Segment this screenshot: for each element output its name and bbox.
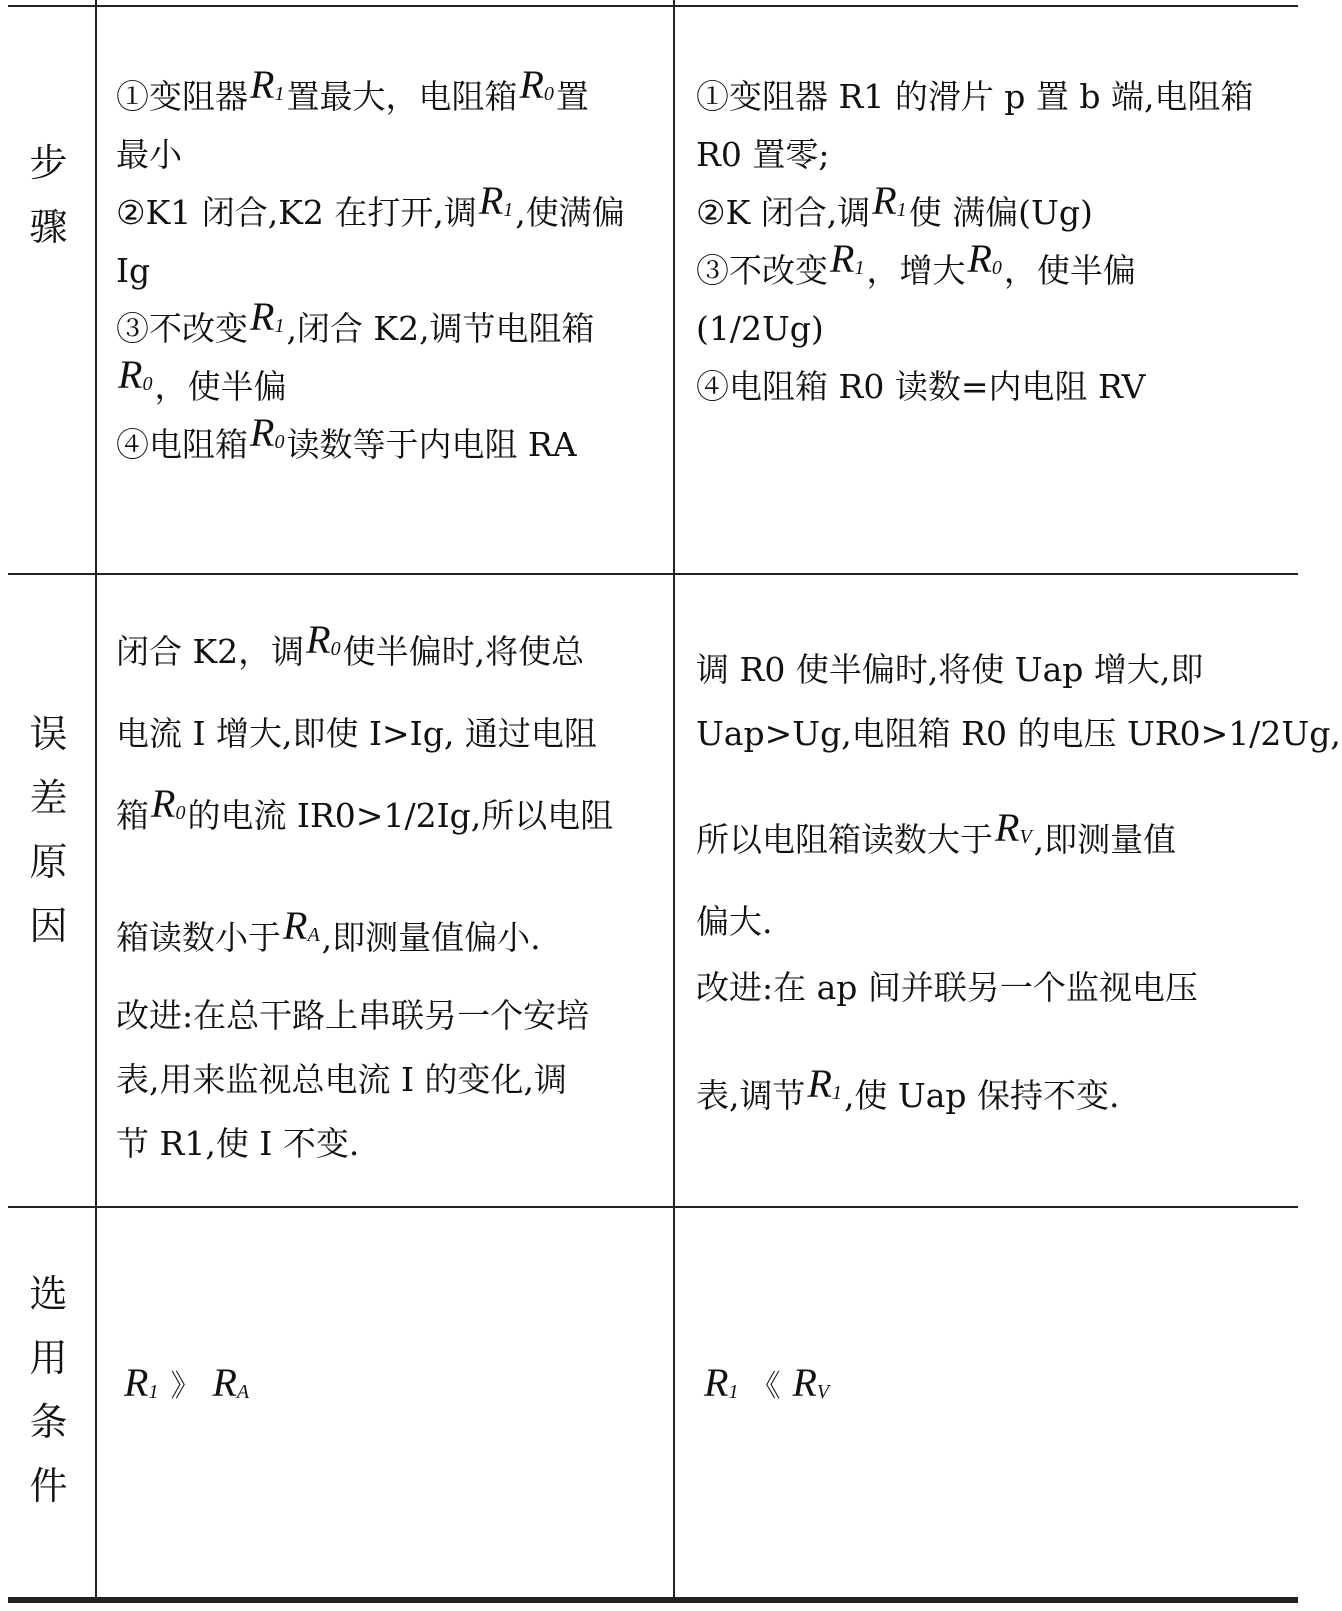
table-border-row1 [8,573,1298,575]
var-RV: $R_V$ [792,1360,830,1405]
steps-left-cell: ①变阻器$R_1$置最大，电阻箱$R_0$置 最小 ②K1 闭合,K2 在打开,调$R_1$,使满偏 Ig ③不改变$R_1$,闭合 K2,调节电阻箱 $R_0$，使半偏 ④电阻箱$R_0$读数等于内电阻 RA [116,62,625,464]
error-right-cell: 调 R0 使半偏时,将使 Uap 增大,即 Uap>Ug,电阻箱 R0 的电压 UR0>1/2Ug, 所以电阻箱读数大于$R_V$,即测量值 偏大. 改进:在 ap 间并联另一个监视电压 表,调节$R_1$,使 Uap 保持不变. [696,650,1341,1115]
var-R1: $R_1$ [124,1360,159,1405]
var-R0: $R_0$ [151,781,186,826]
much-less-symbol: 《 [750,1369,781,1404]
var-R0: $R_0$ [306,617,341,662]
steps-right-cell: ①变阻器 R1 的滑片 p 置 b 端,电阻箱 R0 置零; ②K 闭合,调$R_1$使 满偏(Ug) ③不改变$R_1$，增大$R_0$，使半偏 (1/2Ug) ④电阻箱 R0 读数=内电阻 RV [696,77,1254,406]
var-R1: $R_1$ [704,1360,739,1405]
var-RV: $R_V$ [995,805,1032,850]
much-greater-symbol: 》 [170,1369,201,1404]
var-R1: $R_1$ [250,294,285,339]
var-R1: $R_1$ [807,1061,842,1106]
condition-right-cell [702,1360,831,1412]
row-label-error: 误 差 原 因 [29,712,68,948]
var-R0: $R_0$ [967,236,1002,281]
table-border-row2 [8,1206,1298,1208]
var-R0: $R_0$ [250,410,285,455]
var-R1: $R_1$ [872,178,907,223]
var-RA: $R_A$ [212,1360,250,1405]
table-border-bottom [8,1597,1298,1603]
row-label-steps: 步 骤 [29,141,68,249]
table-border-top [8,5,1298,7]
var-R0: $R_0$ [118,352,153,397]
table-border-mid-col [673,0,675,1602]
var-RA: $R_A$ [283,903,320,948]
condition-left-cell [122,1360,251,1412]
error-left-cell: 闭合 K2，调$R_0$使半偏时,将使总 电流 I 增大,即使 I>Ig, 通过电阻 箱$R_0$的电流 IR0>1/2Ig,所以电阻 箱读数小于$R_A$,即测量值偏小. 改进:在总干路上串联另一个安培 表,用来监视总电流 I 的变化,调 节 R1,使 I 不变. [116,617,614,1163]
var-R1: $R_1$ [250,62,285,107]
var-R0: $R_0$ [519,62,554,107]
var-R1: $R_1$ [830,236,865,281]
var-R1: $R_1$ [478,178,514,223]
row-label-condition: 选 用 条 件 [29,1272,68,1508]
